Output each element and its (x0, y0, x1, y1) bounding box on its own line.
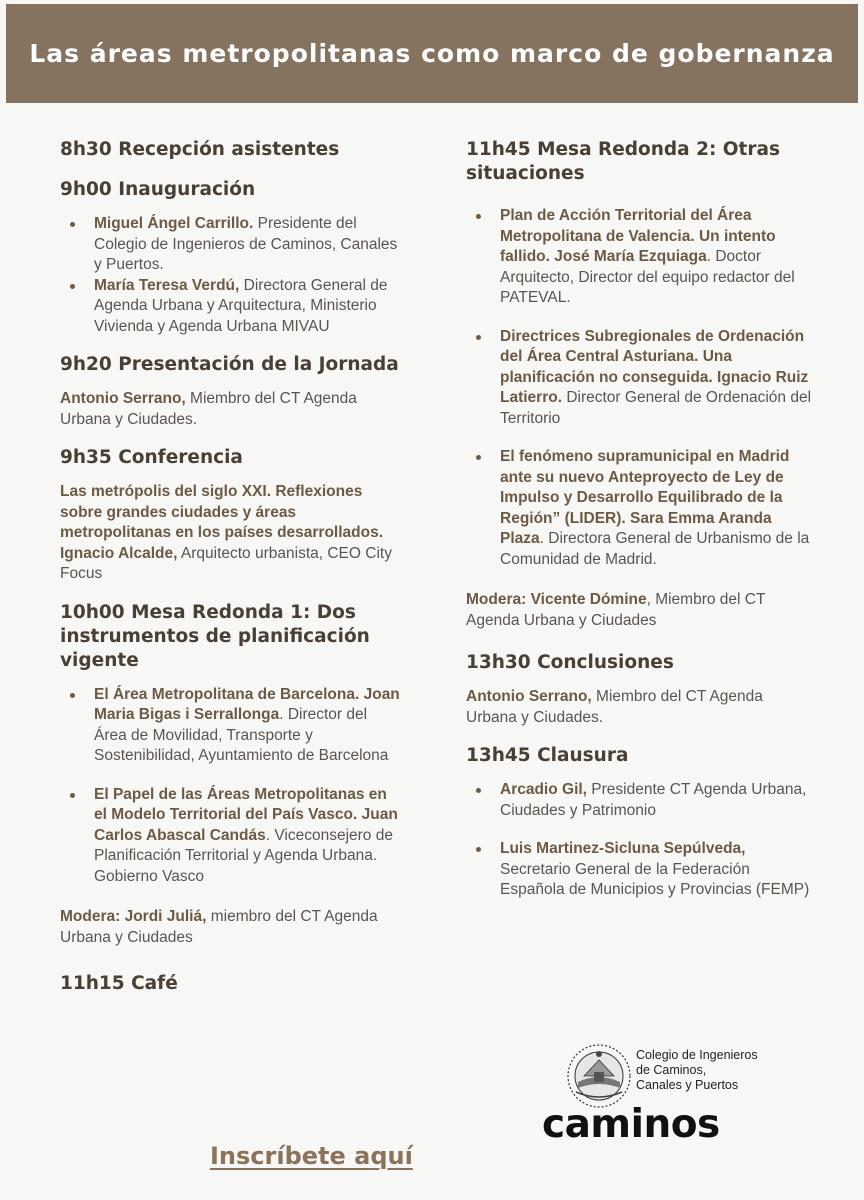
talk-title: El fenómeno supramunicipal en Madrid ante su nuevo Anteproyecto de Ley de Impulso y Desarrollo Equilibrado de la Región” (LIDER). Sara Emma Aranda Plaza (500, 448, 790, 547)
list-item (500, 839, 816, 901)
section-title: 13h45 Clausura (466, 745, 629, 766)
speaker-role: . Doctor Arquitecto, Director del equipo redactor del PATEVAL. (500, 248, 795, 306)
right-column (466, 138, 816, 901)
talk-title: El Papel de las Áreas Metropolitanas en el Modelo Territorial del País Vasco. Juan Carlos Abascal Candás (94, 785, 398, 844)
list-item (500, 206, 816, 309)
moderator-name: Modera: Jordi Juliá, (60, 908, 207, 925)
list-item (500, 327, 816, 430)
moderator-paragraph (60, 907, 400, 948)
speaker-role: . Director del Área de Movilidad, Transporte y Sostenibilidad, Ayuntamiento de Barcelona (94, 706, 389, 764)
section-title: 9h35 Conferencia (60, 447, 243, 468)
speaker-list (466, 780, 816, 901)
moderator-role: , Miembro del CT Agenda Urbana y Ciudades (466, 591, 766, 629)
speaker-list (60, 214, 400, 337)
title-banner (6, 4, 858, 103)
speaker-paragraph (60, 389, 400, 430)
speaker-name: Luis Martinez-Sicluna Sepúlveda, (500, 840, 746, 857)
section-title: 11h15 Café (60, 973, 178, 994)
moderator-name: Modera: Vicente Dómine (466, 591, 647, 608)
logo-line: Colegio de Ingenieros (636, 1048, 758, 1062)
speaker-role: Presidente CT Agenda Urbana, Ciudades y Patrimonio (500, 781, 807, 819)
seal-icon (564, 1042, 634, 1110)
conference-topic: Las metrópolis del siglo XXI. Reflexiones sobre grandes ciudades y áreas metropolitanas en los países desarrollados. Ignacio Alcalde, (60, 483, 384, 562)
section-title: 10h00 Mesa Redonda 1: Dos instrumentos de planificación vigente (60, 601, 370, 671)
list-item (500, 447, 816, 570)
section-title: 11h45 Mesa Redonda 2: Otras situaciones (466, 139, 780, 184)
speaker-role: Presidente del Colegio de Ingenieros de Caminos, Canales y Puertos. (94, 215, 398, 273)
moderator-role: miembro del CT Agenda Urbana y Ciudades (60, 908, 378, 946)
talk-title: Plan de Acción Territorial del Área Metropolitana de Valencia. Un intento fallido. José María Ezquiaga (500, 207, 776, 265)
speaker-paragraph (466, 687, 816, 728)
speaker-role: Miembro del CT Agenda Urbana y Ciudades. (466, 688, 763, 726)
list-item (500, 780, 816, 821)
list-item (94, 276, 400, 338)
left-column (60, 138, 400, 996)
logo-wordmark: caminos (542, 1102, 720, 1147)
list-item (94, 685, 400, 767)
speaker-name: Arcadio Gil, (500, 781, 587, 798)
section-title: 9h20 Presentación de la Jornada (60, 354, 399, 375)
organization-logo (540, 1040, 758, 1150)
list-item (94, 214, 400, 276)
speaker-name: María Teresa Verdú, (94, 276, 240, 294)
speaker-role: . Directora General de Urbanismo de la Comunidad de Madrid. (500, 530, 810, 568)
speaker-role: Directora General de Agenda Urbana y Arquitectura, Ministerio Vivienda y Agenda Urbana MIVAU (94, 276, 388, 335)
moderator-paragraph (466, 590, 816, 631)
talk-title: Directrices Subregionales de Ordenación del Área Central Asturiana. Una planificación no conseguida. Ignacio Ruiz Latierro. (500, 327, 809, 406)
logo-line: Canales y Puertos (636, 1078, 739, 1092)
page-title: Las áreas metropolitanas como marco de gobernanza (29, 39, 835, 68)
talk-list (466, 206, 816, 570)
conference-paragraph (60, 482, 400, 585)
speaker-role: Secretario General de la Federación Española de Municipios y Provincias (FEMP) (500, 860, 810, 898)
talk-list (60, 685, 400, 888)
speaker-role: Arquitecto urbanista, CEO City Focus (60, 544, 392, 582)
section-title: 8h30 Recepción asistentes (60, 139, 340, 160)
talk-title: El Área Metropolitana de Barcelona. Joan Maria Bigas i Serrallonga (94, 685, 400, 723)
speaker-name: Miguel Ángel Carrillo. (94, 215, 254, 232)
logo-text (636, 1048, 786, 1093)
register-link[interactable]: Inscríbete aquí (210, 1142, 413, 1170)
section-title: 13h30 Conclusiones (466, 652, 674, 673)
section-title: 9h00 Inauguración (60, 179, 256, 200)
speaker-role: Miembro del CT Agenda Urbana y Ciudades. (60, 390, 357, 428)
speaker-role: . Viceconsejero de Planificación Territorial y Agenda Urbana. Gobierno Vasco (94, 826, 393, 885)
speaker-name: Antonio Serrano, (466, 688, 592, 705)
speaker-name: Antonio Serrano, (60, 390, 186, 407)
speaker-role: Director General de Ordenación del Territorio (500, 389, 812, 427)
logo-line: de Caminos, (636, 1063, 707, 1077)
list-item (94, 785, 400, 888)
